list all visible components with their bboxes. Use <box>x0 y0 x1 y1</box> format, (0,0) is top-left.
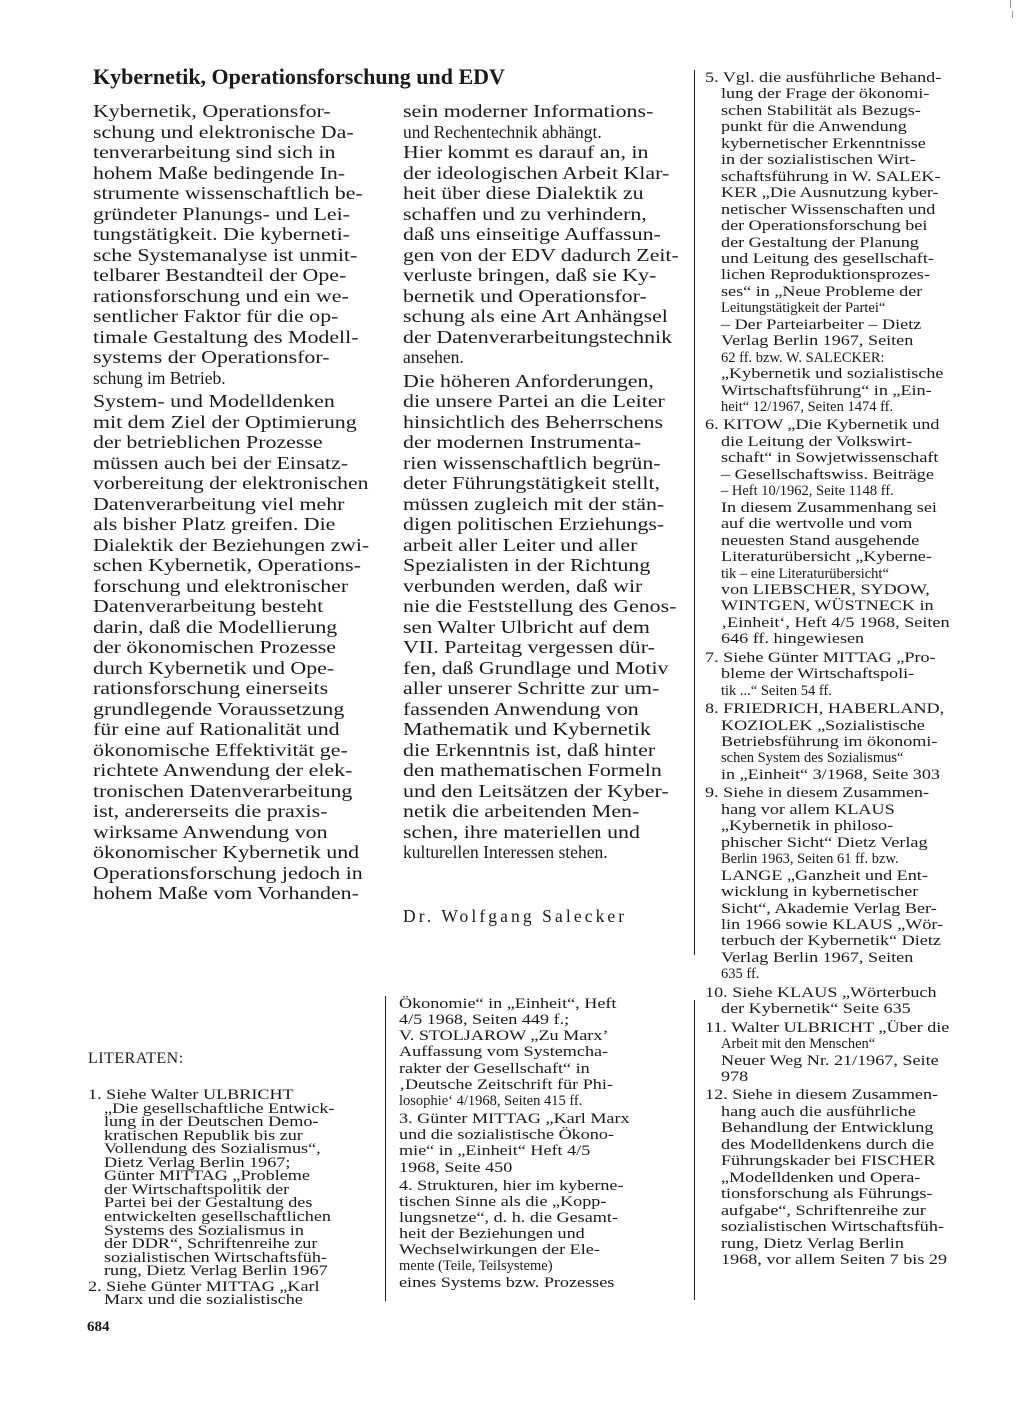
text-line: der modernen Instrumenta- <box>403 432 642 452</box>
text-line: ansehen. <box>403 347 464 367</box>
text-line: Wechselwirkungen der Ele- <box>399 1242 600 1259</box>
note-start-line: 9. Siehe in diesem Zusammen- <box>705 785 930 802</box>
text-line: VII. Parteitag vergessen dür- <box>403 637 655 657</box>
text-line: Verlag Berlin 1967, Seiten <box>721 333 914 350</box>
text-line: KOZIOLEK „Sozialistische <box>721 717 925 734</box>
text-line: grundlegende Voraussetzung <box>93 698 345 719</box>
text-line: verluste bringen, daß sie Ky- <box>403 265 657 285</box>
scan-edge-mark <box>1010 0 1014 20</box>
text-line: mit dem Ziel der Optimierung <box>93 411 357 432</box>
text-line: phischer Sicht“ Dietz Verlag <box>721 834 928 851</box>
text-line: gen von der EDV dadurch Zeit- <box>403 244 679 265</box>
text-line: durch Kybernetik und Ope- <box>93 657 335 678</box>
text-line: für eine auf Rationalität und <box>93 719 340 739</box>
text-line: hang vor allem KLAUS <box>721 801 895 818</box>
text-line: Behandlung der Entwicklung <box>721 1120 934 1137</box>
text-line: die Erkenntnis ist, daß hinter <box>403 739 656 760</box>
text-line: „Kybernetik und sozialistische <box>721 366 944 383</box>
text-line: Datenverarbeitung viel mehr <box>93 493 345 514</box>
text-line: Mathematik und Kybernetik <box>403 719 651 739</box>
note-start-line: 12. Siehe in diesem Zusammen- <box>705 1087 939 1104</box>
text-line: lung der Frage der ökonomi- <box>721 86 930 103</box>
text-line: bleme der Wirtschaftspoli- <box>721 666 915 683</box>
text-line: aufgabe“, Schriftenreihe zur <box>721 1202 926 1219</box>
text-line: Die höheren Anforderungen, <box>403 370 654 391</box>
text-line: des Modelldenkens durch die <box>721 1136 934 1153</box>
text-line: Systems des Sozialismus in <box>104 1222 304 1239</box>
text-line: hohem Maße bedingende In- <box>93 162 346 183</box>
text-line: der DDR“, Schriftenreihe zur <box>104 1236 318 1253</box>
text-line: sozialistischen Wirtschaftsfüh- <box>721 1219 944 1236</box>
text-line: Verlag Berlin 1967, Seiten <box>721 949 914 966</box>
literature-heading: LITERATEN: <box>88 1050 184 1067</box>
text-line: terbuch der Kybernetik“ Dietz <box>721 933 941 950</box>
text-line: WINTGEN, WÜSTNECK in <box>721 598 934 615</box>
column-divider-bottom-right <box>694 1000 695 1300</box>
text-line: Auffassung vom Systemcha- <box>399 1044 609 1061</box>
text-line: schen, ihre materiellen und <box>403 821 640 842</box>
text-line: V. STOLJAROW „Zu Marx’ <box>399 1028 609 1045</box>
text-line: fassenden Anwendung von <box>403 698 639 719</box>
text-line: „Modelldenken und Opera- <box>721 1169 921 1186</box>
text-line: neuesten Stand ausgehende <box>721 532 920 549</box>
text-line: Operationsforschung jedoch in <box>93 862 363 883</box>
text-line: Literaturübersicht „Kyberne- <box>721 549 932 566</box>
text-line: und den Leitsätzen der Kyber- <box>403 780 669 801</box>
text-line: und die sozialistische Ökono- <box>399 1127 614 1144</box>
text-line: nie die Feststellung des Genos- <box>403 596 677 616</box>
text-line: sentlicher Faktor für die op- <box>93 306 339 326</box>
text-line: lichen Reproduktionsprozes- <box>721 267 930 284</box>
text-line: den mathematischen Formeln <box>403 760 662 780</box>
text-line: digen politischen Erziehungs- <box>403 514 665 534</box>
note-start-line: 8. FRIEDRICH, HABERLAND, <box>705 701 945 718</box>
text-line: – Heft 10/1962, Seite 1148 ff. <box>721 483 894 500</box>
text-line: rung, Dietz Verlag Berlin 1967 <box>104 1263 328 1280</box>
text-line: Partei bei der Gestaltung des <box>104 1195 313 1212</box>
text-line: fen, daß Grundlage und Motiv <box>403 657 669 678</box>
text-line: Hier kommt es darauf an, in <box>403 142 649 162</box>
text-line: kybernetischer Erkenntnisse <box>721 135 926 152</box>
text-line: losophie‘ 4/1968, Seiten 415 ff. <box>399 1092 583 1109</box>
text-line: schaffen und zu verhindern, <box>403 203 647 224</box>
text-line: Wirtschaftsführung“ in „Ein- <box>721 382 932 399</box>
author-name: Dr. Wolfgang Salecker <box>403 906 628 926</box>
text-line: vorbereitung der elektronischen <box>93 473 369 493</box>
text-line: punkt für die Anwendung <box>721 119 907 136</box>
text-line: heit über diese Dialektik zu <box>403 183 644 203</box>
text-line: – Der Parteiarbeiter – Dietz <box>721 316 922 333</box>
text-line: rakter der Gesellschaft“ in <box>399 1060 590 1077</box>
text-line: rationsforschung einerseits <box>93 678 329 698</box>
article-title: Kybernetik, Operationsforschung und EDV <box>93 64 505 89</box>
text-line: auf die wertvolle und vom <box>721 516 913 533</box>
text-line: Ökonomie“ in „Einheit“, Heft <box>399 996 617 1012</box>
text-line: System- und Modelldenken <box>93 391 335 411</box>
text-line: müssen auch bei der Einsatz- <box>93 452 349 473</box>
text-line: Berlin 1963, Seiten 61 ff. bzw. <box>721 851 899 868</box>
text-line: In diesem Zusammenhang sei <box>721 499 937 516</box>
text-line: müssen zugleich mit der stän- <box>403 493 665 514</box>
text-line: schaftsführung in W. SALEK- <box>721 168 941 185</box>
text-line: die unsere Partei an die Leiter <box>403 391 665 411</box>
text-line: netik die arbeitenden Men- <box>403 801 640 821</box>
text-line: der ideologischen Arbeit Klar- <box>403 162 670 183</box>
text-line: die Leitung der Volkswirt- <box>721 433 913 450</box>
text-line: arbeit aller Leiter und aller <box>403 534 638 555</box>
text-line: bernetik und Operationsfor- <box>403 285 647 306</box>
text-line: eines Systems bzw. Prozesses <box>399 1274 615 1291</box>
text-line: schaft“ in Sowjetwissenschaft <box>721 450 939 467</box>
text-line: der Gestaltung der Planung <box>721 234 919 251</box>
text-line: und Rechentechnik abhängt. <box>403 121 602 142</box>
text-line: strumente wissenschaftlich be- <box>93 183 363 203</box>
text-line: entwickelten gesellschaftlichen <box>104 1208 331 1225</box>
text-line: 635 ff. <box>721 966 760 983</box>
note-start-line: 7. Siehe Günter MITTAG „Pro- <box>705 649 936 666</box>
note-start-line: 5. Vgl. die ausführliche Behand- <box>705 70 942 86</box>
text-line: kulturellen Interessen stehen. <box>403 842 608 862</box>
text-line: daß uns einseitige Auffassun- <box>403 224 661 244</box>
text-line: schung im Betrieb. <box>93 367 226 388</box>
text-line: hohem Maße vom Vorhanden- <box>93 883 359 903</box>
text-line: 4/5 1968, Seiten 449 f.; <box>399 1012 570 1029</box>
text-line: hinsichtlich des Beherrschens <box>403 411 664 432</box>
text-line: wirksame Anwendung von <box>93 821 328 842</box>
text-line: tik – eine Literaturübersicht“ <box>721 565 889 582</box>
text-line: sche Systemanalyse ist unmit- <box>93 244 358 265</box>
text-line: Arbeit mit den Menschen“ <box>721 1036 876 1053</box>
text-line: Dietz Verlag Berlin 1967; <box>104 1154 291 1171</box>
text-line: „Kybernetik in philoso- <box>721 818 894 835</box>
note-start-line: 3. Günter MITTAG „Karl Marx <box>399 1111 630 1128</box>
text-line: ‚Deutsche Zeitschrift für Phi- <box>399 1076 613 1093</box>
text-line: von LIEBSCHER, SYDOW, <box>721 581 930 598</box>
text-line: Spezialisten in der Richtung <box>403 555 651 575</box>
text-line: ist, andererseits die praxis- <box>93 801 328 821</box>
text-line: schen Stabilität als Bezugs- <box>721 102 921 119</box>
text-line: timale Gestaltung des Modell- <box>93 326 359 347</box>
text-line: 1968, Seite 450 <box>399 1159 513 1176</box>
text-line: der betrieblichen Prozesse <box>93 432 323 452</box>
text-line: Leitungstätigkeit der Partei“ <box>721 300 886 317</box>
text-line: heit“ 12/1967, Seiten 1474 ff. <box>721 399 894 415</box>
text-line: heit der Beziehungen und <box>399 1226 585 1243</box>
text-line: sozialistischen Wirtschaftsfüh- <box>104 1249 327 1266</box>
text-line: 646 ff. hingewiesen <box>721 631 865 648</box>
text-line: tionsforschung als Führungs- <box>721 1186 933 1203</box>
text-line: ökonomische Effektivität ge- <box>93 739 348 760</box>
text-line: tik ...“ Seiten 54 ff. <box>721 682 832 699</box>
text-line: 978 <box>721 1069 749 1085</box>
text-line: telbarer Bestandteil der Ope- <box>93 265 347 285</box>
text-line: KER „Die Ausnutzung kyber- <box>721 185 939 202</box>
note-start-line: 2. Siehe Günter MITTAG „Karl <box>88 1278 320 1295</box>
text-line: deter Führungstätigkeit stellt, <box>403 473 660 493</box>
text-line: netischer Wissenschaften und <box>721 201 936 218</box>
text-line: Datenverarbeitung besteht <box>93 596 324 616</box>
note-start-line: 6. KITOW „Die Kybernetik und <box>705 417 940 434</box>
text-line: Marx und die sozialistische <box>104 1292 303 1309</box>
text-line: wicklung in kybernetischer <box>721 884 919 901</box>
text-line: tischen Sinne als die „Kopp- <box>399 1193 607 1210</box>
text-line: schung und elektronische Da- <box>93 121 354 142</box>
page-number: 684 <box>87 1319 110 1335</box>
text-line: lung in der Deutschen Demo- <box>104 1114 319 1131</box>
text-line: mente (Teile, Teilsysteme) <box>399 1258 553 1275</box>
text-line: der ökonomischen Prozesse <box>93 637 337 657</box>
text-line: 1968, vor allem Seiten 7 bis 29 <box>721 1251 948 1268</box>
text-line: rien wissenschaftlich begrün- <box>403 452 661 473</box>
text-line: schen System des Sozialismus“ <box>721 750 904 767</box>
text-line: der Operationsforschung bei <box>721 218 928 235</box>
text-line: tronischen Datenverarbeitung <box>93 780 353 801</box>
text-line: richtete Anwendung der elek- <box>93 760 353 780</box>
text-line: der Wirtschaftspolitik der <box>104 1181 290 1198</box>
note-start-line: 4. Strukturen, hier im kyberne- <box>399 1177 624 1194</box>
text-line: aller unserer Schritte zur um- <box>403 678 660 698</box>
text-line: Günter MITTAG „Probleme <box>104 1168 310 1185</box>
text-line: schen Kybernetik, Operations- <box>93 555 361 575</box>
text-line: „Die gesellschaftliche Entwick- <box>104 1100 335 1117</box>
text-line: der Datenverarbeitungstechnik <box>403 326 673 347</box>
text-line: in der sozialistischen Wirt- <box>721 152 916 169</box>
text-line: ses“ in „Neue Probleme der <box>721 283 923 300</box>
text-line: rationsforschung und ein we- <box>93 285 349 306</box>
text-line: Neuer Weg Nr. 21/1967, Seite <box>721 1052 939 1069</box>
text-line: lin 1966 sowie KLAUS „Wör- <box>721 916 944 933</box>
text-line: lungsnetze“, d. h. die Gesamt- <box>399 1209 618 1226</box>
text-line: Betriebsführung im ökonomi- <box>721 734 938 750</box>
text-line: darin, daß die Modellierung <box>93 616 338 637</box>
text-line: tungstätigkeit. Die kyberneti- <box>93 224 350 244</box>
text-line: LANGE „Ganzheit und Ent- <box>721 867 928 884</box>
text-line: Vollendung des Sozialismus“, <box>104 1141 321 1158</box>
text-line: kratischen Republik bis zur <box>104 1127 303 1144</box>
text-line: systems der Operationsfor- <box>93 347 330 367</box>
text-line: forschung und elektronischer <box>93 575 349 596</box>
text-line: Führungskader bei FISCHER <box>721 1153 936 1170</box>
text-line: ökonomischer Kybernetik und <box>93 842 360 862</box>
text-line: tenverarbeitung sind sich in <box>93 142 336 162</box>
text-line: Dialektik der Beziehungen zwi- <box>93 534 370 555</box>
text-line: in „Einheit“ 3/1968, Seite 303 <box>721 766 940 783</box>
text-line: gründeter Planungs- und Lei- <box>93 203 350 224</box>
text-line: verbunden werden, daß wir <box>403 575 643 596</box>
text-line: – Gesellschaftswiss. Beiträge <box>721 466 934 483</box>
text-line: Kybernetik, Operationsfor- <box>93 101 331 121</box>
note-start-line: 1. Siehe Walter ULBRICHT <box>88 1087 294 1103</box>
text-line: 62 ff. bzw. W. SALECKER: <box>721 349 885 366</box>
note-start-line: 10. Siehe KLAUS „Wörterbuch <box>705 984 937 1001</box>
column-divider-top-right <box>694 70 695 955</box>
text-line: hang auch die ausführliche <box>721 1103 916 1120</box>
text-line: Sicht“, Akademie Verlag Ber- <box>721 900 937 917</box>
text-line: rung, Dietz Verlag Berlin <box>721 1235 904 1252</box>
text-line: der Kybernetik“ Seite 635 <box>721 1001 911 1018</box>
text-line: als bisher Platz greifen. Die <box>93 514 336 534</box>
text-line: sein moderner Informations- <box>403 101 654 121</box>
text-line: und Leitung des gesellschaft- <box>721 250 934 267</box>
text-line: sen Walter Ulbricht auf dem <box>403 616 650 637</box>
column-divider-bottom-left <box>385 996 386 1301</box>
text-line: schung als eine Art Anhängsel <box>403 306 668 326</box>
note-start-line: 11. Walter ULBRICHT „Über die <box>705 1019 950 1036</box>
text-line: mie“ in „Einheit“ Heft 4/5 <box>399 1143 591 1160</box>
text-line: ‚Einheit‘, Heft 4/5 1968, Seiten <box>721 614 950 631</box>
